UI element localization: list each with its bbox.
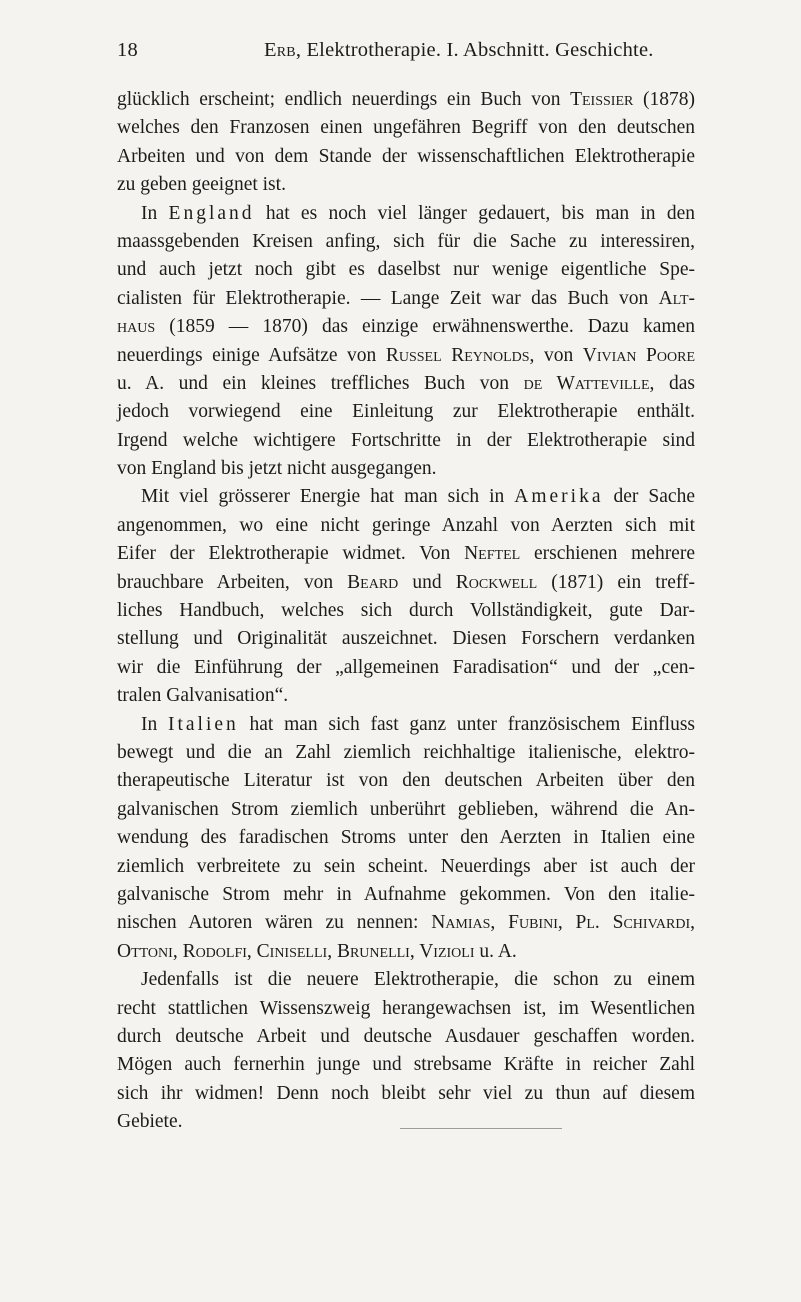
- text-line: [117, 824, 695, 852]
- page-number: 18: [117, 39, 138, 61]
- text-run: Eifer der Elektrotherapie widmet. Von: [117, 543, 465, 565]
- text-run: Irgend welche wichtigere Fortschritte in der Elektrotherapie sind: [117, 429, 695, 451]
- running-title-author: Erb: [264, 39, 296, 61]
- text-line: [117, 200, 695, 228]
- text-run: (1871) ein treff-: [537, 571, 695, 593]
- text-run: tralen Galvanisation“.: [117, 685, 289, 707]
- text-line: [117, 909, 695, 937]
- text-line: [117, 313, 695, 341]
- text-line: [117, 86, 695, 114]
- author-name: Alt-: [658, 287, 695, 309]
- text-run: erschienen mehrere: [520, 543, 695, 565]
- running-head: [117, 36, 697, 64]
- text-line: [117, 1080, 695, 1108]
- text-run: neuerdings einige Aufsätze von: [117, 344, 386, 366]
- text-run: , von: [529, 344, 583, 366]
- footer-rule: [400, 1128, 562, 1129]
- text-run: galvanische Strom mehr in Aufnahme gekommen. Von den italie-: [117, 883, 695, 905]
- text-line: [117, 796, 695, 824]
- text-line: [117, 370, 695, 398]
- text-line: [117, 285, 695, 313]
- text-run: glücklich erscheint; endlich neuerdings ein Buch von: [117, 89, 571, 110]
- text-run: zu geben geeignet ist.: [117, 174, 286, 196]
- author-name: Teissier: [570, 89, 634, 110]
- text-run: jedoch vorwiegend eine Einleitung zur Elektrotherapie enthält.: [117, 401, 695, 423]
- text-run: (1878): [633, 89, 695, 110]
- text-line: [117, 995, 695, 1023]
- text-run: galvanischen Strom ziemlich unberührt geblieben, während die An-: [117, 798, 695, 820]
- text-run: recht stattlichen Wissenszweig herangewachsen ist, im Wesentlichen: [117, 997, 695, 1019]
- author-name: haus: [117, 316, 156, 338]
- emphasized-country: England: [168, 202, 255, 224]
- text-line: [117, 427, 695, 455]
- text-run: bewegt und die an Zahl ziemlich reichhaltige italienische, elektro-: [117, 741, 695, 763]
- text-run: sich ihr widmen! Denn noch bleibt sehr viel zu thun auf diesem: [117, 1082, 695, 1104]
- text-run: der Sache: [603, 486, 695, 508]
- text-run: hat man sich fast ganz unter französischem Einfluss: [238, 713, 695, 735]
- text-run: u. A. und ein kleines treffliches Buch von: [117, 372, 524, 394]
- text-line: [117, 143, 695, 171]
- text-line: [117, 114, 695, 142]
- text-line: [117, 398, 695, 426]
- text-run: Mögen auch fernerhin junge und strebsame Kräfte in reicher Zahl: [117, 1054, 695, 1076]
- text-line: [117, 966, 695, 994]
- text-line: [117, 483, 695, 511]
- text-line: [117, 767, 695, 795]
- text-line: [117, 256, 695, 284]
- text-line: [117, 739, 695, 767]
- text-run: und auch jetzt noch gibt es daselbst nur wenige eigentliche Spe-: [117, 259, 695, 281]
- author-name: Beard: [347, 571, 399, 593]
- author-name: de Watteville: [523, 372, 650, 394]
- text-run: Arbeiten und von dem Stande der wissenschaftlichen Elektrotherapie: [117, 145, 695, 167]
- text-run: Jedenfalls ist die neuere Elektrotherapie, die schon zu einem: [141, 969, 695, 991]
- text-line: [117, 711, 695, 739]
- text-run: brauchbare Arbeiten, von: [117, 571, 348, 593]
- text-line: [117, 853, 695, 881]
- text-run: ziemlich verbreitete zu sein scheint. Neuerdings aber ist auch der: [117, 855, 695, 877]
- emphasized-country: Amerika: [514, 486, 604, 508]
- text-run: hat es noch viel länger gedauert, bis man in den: [254, 202, 696, 224]
- text-line: [117, 228, 695, 256]
- text-run: (1859 — 1870) das einzige erwähnenswerthe. Dazu kamen: [155, 316, 695, 338]
- text-run: nischen Autoren wären zu nennen:: [117, 912, 432, 934]
- text-line: [117, 569, 695, 597]
- author-name: Namias, Fubini, Pl. Schivardi,: [431, 912, 695, 934]
- text-line: [117, 881, 695, 909]
- text-line: [117, 682, 695, 710]
- text-run: wir die Einführung der „allgemeinen Faradisation“ und der „cen-: [117, 656, 695, 678]
- text-run: In: [141, 202, 169, 224]
- text-run: von England bis jetzt nicht ausgegangen.: [117, 458, 437, 480]
- author-name: Neftel: [464, 543, 521, 565]
- body-text: [117, 86, 695, 1136]
- text-run: wendung des faradischen Stroms unter den Aerzten in Italien eine: [117, 827, 695, 849]
- text-line: [117, 455, 695, 483]
- author-name: Vivian Poore: [582, 344, 696, 366]
- text-run: therapeutische Literatur ist von den deutschen Arbeiten über den: [117, 770, 695, 792]
- text-line: [117, 938, 695, 966]
- text-run: liches Handbuch, welches sich durch Vollständigkeit, gute Dar-: [117, 600, 695, 622]
- text-run: , das: [649, 372, 695, 394]
- text-run: angenommen, wo eine nicht geringe Anzahl von Aerzten sich mit: [117, 514, 695, 536]
- text-line: [117, 1051, 695, 1079]
- text-line: [117, 1108, 695, 1136]
- text-run: cialisten für Elektrotherapie. — Lange Zeit war das Buch von: [117, 287, 659, 309]
- author-name: Ottoni, Rodolfi, Ciniselli, Brunelli, Vizioli: [117, 940, 475, 962]
- running-title: [264, 36, 654, 64]
- text-run: u. A.: [474, 940, 517, 962]
- text-line: [117, 625, 695, 653]
- text-line: [117, 512, 695, 540]
- text-line: [117, 597, 695, 625]
- author-name: Rockwell: [455, 571, 538, 593]
- text-run: Mit viel grösserer Energie hat man sich in: [141, 486, 515, 508]
- text-line: [117, 171, 695, 199]
- emphasized-country: Italien: [167, 713, 239, 735]
- text-line: [117, 540, 695, 568]
- text-run: und: [398, 571, 456, 593]
- text-run: maassgebenden Kreisen anfing, sich für die Sache zu interessiren,: [117, 230, 695, 252]
- text-run: stellung und Originalität auszeichnet. Diesen Forschern verdanken: [117, 628, 695, 650]
- text-line: [117, 654, 695, 682]
- text-run: Gebiete.: [117, 1111, 183, 1133]
- text-line: [117, 1023, 695, 1051]
- text-run: In: [141, 713, 168, 735]
- author-name: Russel Reynolds: [385, 344, 530, 366]
- text-line: [117, 342, 695, 370]
- text-run: welches den Franzosen einen ungefähren Begriff von den deutschen: [117, 117, 695, 139]
- running-title-text: , Elektrotherapie. I. Abschnitt. Geschichte.: [295, 39, 654, 61]
- text-run: durch deutsche Arbeit und deutsche Ausdauer geschaffen worden.: [117, 1025, 695, 1047]
